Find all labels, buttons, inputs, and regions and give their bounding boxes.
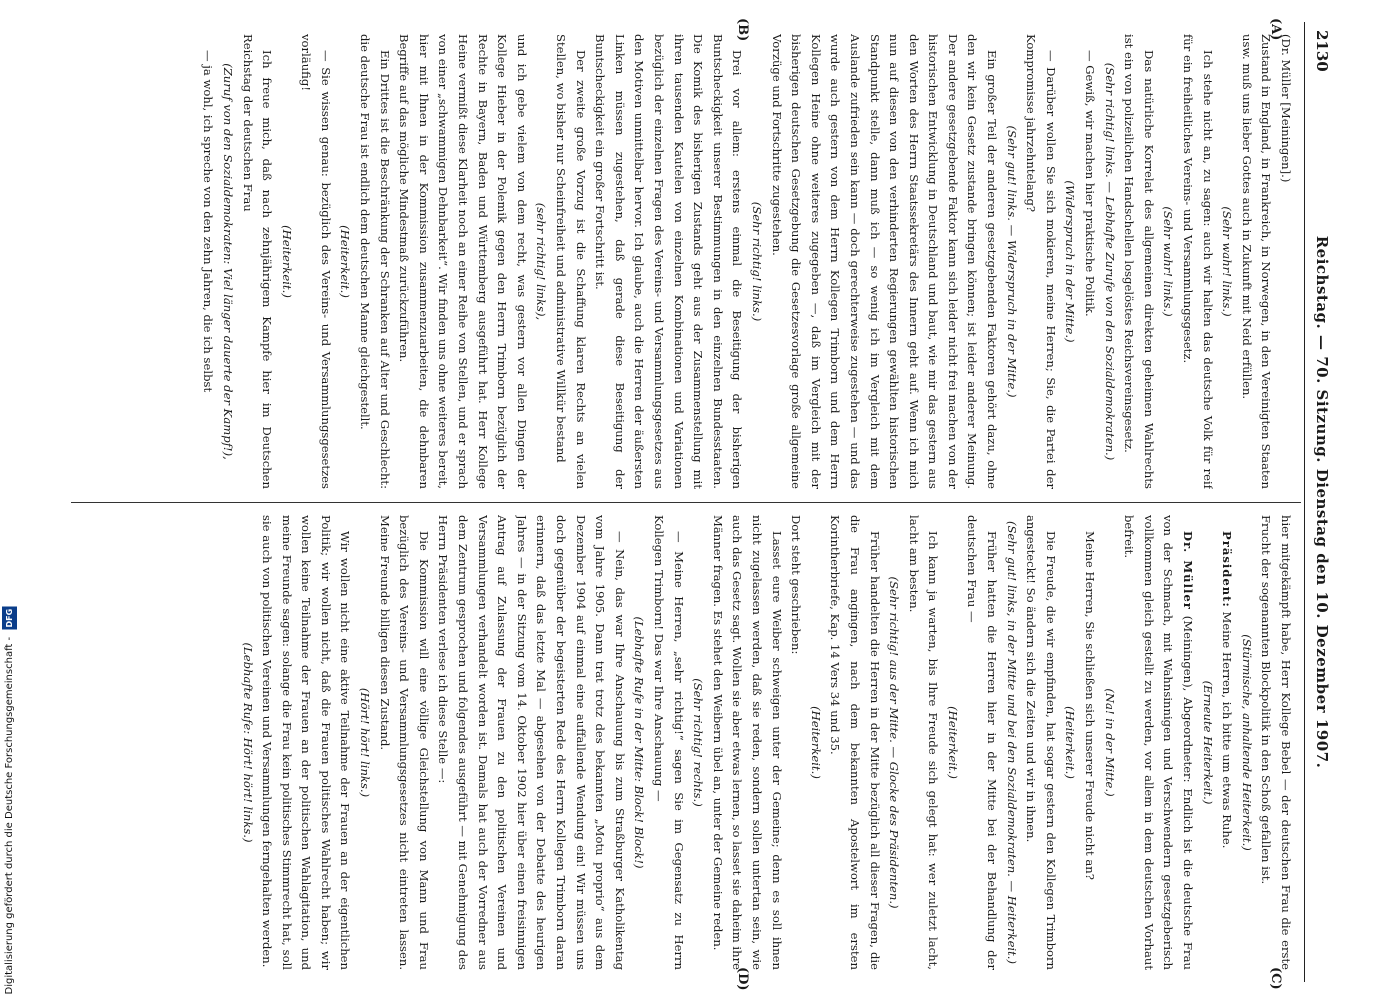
paragraph-text: (Sehr richtig! links.) (749, 201, 764, 322)
paragraph-text: Lasset eure Weiber schweigen unter der Gemeine; denn es soll ihnen nicht zugelassen werden, daß sie reden, sondern sollen untertan sein, wie auch das Gesetz sagt. Wollen sie aber etwas lernen, so lasset sie daheim ihre Männer fragen. Es stehet den Weibern übel an, unter der Gemeine reden. (710, 515, 784, 970)
paragraph-text: Ich freue mich, daß nach zehnjährigem Kampfe hier im Deutschen Reichstag der deutschen Frau (240, 34, 275, 489)
stage-direction (276, 34, 296, 489)
paragraph (433, 515, 629, 970)
paragraph-text: Die Kommission will eine völlige Gleichstellung von Mann und Frau bezüglich des Vereins- und Versammlungsgesetzes nicht eintreten lassen. Meine Freunde billigen diesen Zustand. (377, 515, 431, 970)
paragraph-text: Der zweite große Vorzug ist die Schaffung klaren Rechts an vielen Stellen, wo bisher nur Scheinfreiheit und administrative Willkür bestand (554, 34, 588, 489)
paragraph (237, 34, 276, 489)
page-number: 2130 (1313, 30, 1331, 72)
paragraph-text: (Heiterkeit.) (279, 225, 294, 298)
paragraph-text: (Heiterkeit.) (1063, 706, 1078, 779)
paragraph (786, 515, 806, 970)
paragraph-text: (Sehr gut! links. — Widerspruch in der Mitte.) (1004, 125, 1019, 398)
stage-direction (355, 515, 375, 970)
paragraph-text: Wir wollen nicht eine aktive Teilnahme der Frauen an der eigentlichen Politik; wir wollen nicht, daß die Frauen politisches Wahlrecht haben; wir wollen keine Teilnahme der Frauen an der politischen Wahlagitation, und meine Freunde sagen: solange die Frau kein politisches Stimmrecht hat, soll sie auch von politischen Vereinen und Versammlungen ferngehalten werden. (260, 515, 353, 970)
paragraph-text: Drei vor allem: erstens einmal die Beseitigung der bisherigen Buntscheckigkeit unserer Bestimmungen in den einzelnen Bundesstaaten. Die Komik des bisherigen Zustands geht aus der Zusammenstellung mit ihren tausenden Kautelen von einzelnen Kombinationen und Variationen bezüglich der einzelnen Fragen des Vereins- und Versammlungsgesetzes aus den Motiven unmittelbar hervor. Ich glaube, auch die Herren der äußersten Linken müssen zugestehen, daß gerade diese Beseitigung der Buntscheckigkeit ein großer Fortschritt ist. (593, 34, 745, 489)
stage-direction (688, 515, 708, 970)
paragraph-text: (Heiterkeit.) (338, 225, 353, 298)
paragraph (1079, 34, 1099, 489)
paragraph-text: — Darüber wollen Sie sich mokieren, meine Herren; Sie, die Partei der Kompromisse jahrzehntelang? (1024, 34, 1058, 489)
stage-direction (1236, 515, 1256, 970)
paragraph (374, 515, 433, 970)
paragraph (590, 34, 747, 489)
paragraph (1177, 34, 1216, 489)
paragraph-text: Meine Herren, ich bitte um etwas Ruhe. (1220, 611, 1235, 849)
paragraph-text: (Widerspruch in der Mitte.) (1063, 180, 1078, 343)
paragraph (355, 34, 394, 489)
margin-marker-c: (C) (1268, 967, 1283, 990)
speaker-name: Dr. Müller (1181, 531, 1196, 610)
stage-direction (335, 34, 355, 489)
stage-direction (1001, 515, 1021, 970)
stage-direction (805, 515, 825, 970)
paragraph-text: Ein Drittes ist die Beschränkung der Schranken auf Alter und Geschlecht: die deutsche Frau ist endlich dem deutschen Manne gleichgestellt. (358, 34, 392, 489)
paragraph (1021, 515, 1060, 970)
paragraph-text: Ein großer Teil der anderen gesetzgebenden Faktoren gehört dazu, ohne den wir kein Gesetz zustande bringen können; ist leider anderer Meinung. Der andere gesetzgebende Faktor kann sich leider nicht frei machen von der historischen Entwicklung in Deutschland und baut, wie mir das gestern aus den Worten des Herrn Staatssekretärs des Innern geht auf. Wenn ich mich nun auf diesen von den verhinderten Regierungen gewählten historischen Standpunkt stelle, dann muß ich — so wenig ich im Vergleich mit dem Auslande zufrieden sein kann — doch gerechterweise zugestehen — und das wurde auch gestern von dem Herrn Kollegen Trimborn und dem Herrn Kollegen Heine ohne weiteres zugegeben —, daß im Vergleich mit der bisherigen deutschen Gesetzgebung die Gesetzesvorlage große allgemeine Vorzüge und Fortschritte zugestehen. (769, 34, 1000, 489)
paragraph (1079, 515, 1099, 970)
paragraph-text: (Erneute Heiterkeit.) (1200, 680, 1215, 805)
paragraph-text: Ich stehe nicht an, zu sagen: auch wir halten das deutsche Volk für reif für ein freiheitliches Vereins- und Versammlungsgesetz. (1181, 34, 1215, 489)
paragraph-text: — Sie wissen genau: bezüglich des Vereins- und Versammlungsgesetzes vorläufig! (299, 34, 333, 489)
page-title: Reichstag. — 70. Sitzung. Dienstag den 10. Dezember 1907. (1313, 235, 1331, 769)
paragraph-text: (Sehr richtig! aus der Mitte. — Glocke des Präsidenten.) (887, 576, 902, 909)
stage-direction (1060, 34, 1080, 489)
dfg-logo: DFG (2, 607, 17, 630)
paragraph-text: Dort steht geschrieben: (789, 515, 804, 655)
paragraph-text: (Zuruf von den Sozialdemokraten: Viel länger dauerte der Kampf!), (220, 63, 235, 460)
rotated-document-page (60, 18, 1335, 991)
margin-marker-a: (A) (1268, 18, 1283, 41)
paragraph-text: (Sehr gut! links, in der Mitte und bei den Sozialdemokraten. — Heiterkeit.) (1004, 520, 1019, 965)
margin-marker-d: (D) (735, 967, 750, 991)
digitization-credit (2, 607, 17, 995)
stage-direction (1060, 515, 1080, 970)
stage-direction (1099, 515, 1119, 970)
paragraph-text: (sehr richtig! links), (534, 202, 549, 321)
paragraph (296, 34, 335, 489)
paragraph-text: (Heiterkeit.) (808, 706, 823, 779)
stage-direction (1001, 34, 1021, 489)
left-text-column (70, 34, 1295, 489)
stage-direction (629, 515, 649, 970)
paragraph (1119, 515, 1197, 970)
credit-text: Digitalisierung gefördert durch die Deutsche Forschungsgemeinschaft - (4, 636, 15, 994)
stage-direction (217, 34, 237, 489)
paragraph (1217, 515, 1237, 970)
paragraph-text: Das natürliche Korrelat des allgemeinen direkten geheimen Wahlrechts ist ein von polizeilichen Handschellen losgelöstes Reichsvereinsgesetz. (1122, 34, 1156, 489)
margin-marker-b: (B) (735, 18, 750, 42)
paragraph-text: (Na! in der Mitte.) (1102, 688, 1117, 797)
paragraph (1021, 34, 1060, 489)
paragraph-text: (Sehr richtig! links. — Lebhafte Zurufe von den Sozialdemokraten.) (1102, 62, 1117, 461)
paragraph-text: hier mitgekämpft habe, Herr Kollege Bebel — der deutschen Frau die erste Frucht der sogenannten Blockpolitik in den Schoß gefallen ist. (1259, 515, 1293, 970)
paragraph-text: (Lebhafte Rufe in der Mitte: Block! Block!) (632, 616, 647, 869)
paragraph-text: Früher handelten die Herren in der Mitte bezüglich all dieser Fragen, die die Frau angingen, nach dem bekannten Apostelwort im ersten Korintherbriefe, Kap. 14 Vers 34 und 35. (828, 515, 882, 970)
paragraph-text: Meine Herren, Sie schließen sich unserer Freude nicht an? (1083, 531, 1098, 880)
paragraph-text: Zustand in England, in Frankreich, in Norwegen, in den Vereinigten Staaten usw. muß uns lieber Gottes auch in Zukunft mit Neid erfüllen. (1239, 34, 1274, 489)
paragraph-text: — ja wohl, ich spreche von den zehn Jahren, die ich selbst (201, 50, 216, 393)
stage-direction (746, 34, 766, 489)
stage-direction (531, 34, 551, 489)
paragraph-text: (Dr. Müller [Meiningen].) (1279, 34, 1293, 183)
speaker-name: Präsident: (1220, 531, 1235, 608)
paragraph (766, 34, 1001, 489)
paragraph-text: Die Freude, die wir empfinden, hat sogar gestern den Kollegen Trimborn angesteckt! So ändern sich die Zeiten und wir in ihnen. (1024, 515, 1058, 970)
paragraph-text: (Meiningen), Abgeordneter: Endlich ist die deutsche Frau von der Schmach, mit Wahnsinnigen und Verschwendern gesetzgeberisch vollkommen gleich gestellt zu werden, vor allem in dem deutschen Vorhaut befreit. (1122, 515, 1196, 970)
paragraph (1256, 515, 1295, 970)
paragraph-text: und ich gebe vielem von dem recht, was gestern vor allen Dingen der Kollege Hieber in der Polemik gegen den Herrn Trimborn bezüglich der Rechte in Bayern, Baden und Württemberg ausgeführt hat. Herr Kollege Heine vermißt diese Klarheit noch an einer Reihe von Stellen, und er sprach von einer „schwammigen Dehnbarkeit“. Wir finden uns ohne weiteres bereit, hier mit Ihnen in der Kommission zusammenzuarbeiten, die dehnbaren Begriffe auf das mögliche Mindestmaß zurückzuführen. (397, 34, 529, 489)
stage-direction (1197, 515, 1217, 970)
paragraph-text: (Lebhafte Rufe: Hört! hört! links.) (240, 642, 255, 843)
paragraph (648, 515, 687, 970)
paragraph-text: — Meine Herren, „sehr richtig!“ sagen Sie im Gegensatz zu Herrn Kollegen Trimborn! Das war Ihre Anschauung — (652, 515, 686, 970)
paragraph-text: (Heiterkeit.) (945, 706, 960, 779)
paragraph (198, 34, 218, 489)
paragraph-text: — Gewiß, wir machen hier praktische Politik. (1083, 50, 1098, 317)
paragraph-text: (Hört! hört! links.) (358, 687, 373, 798)
paragraph-text: (Sehr wahr! links.) (1161, 206, 1176, 317)
paragraph (394, 34, 531, 489)
paragraph-text: Früher hatten die Herren hier in der Mitte bei der Behandlung der deutschen Frau — (965, 515, 1000, 970)
paragraph (257, 515, 355, 970)
page-header (1304, 22, 1335, 982)
paragraph (1275, 34, 1295, 489)
paragraph (962, 515, 1001, 970)
stage-direction (1099, 34, 1119, 489)
stage-direction (884, 515, 904, 970)
paragraph (903, 515, 942, 970)
paragraph (707, 515, 785, 970)
paragraph (1236, 34, 1275, 489)
right-text-column (70, 515, 1295, 970)
stage-direction (1217, 34, 1237, 489)
paragraph (550, 34, 589, 489)
paragraph (1119, 34, 1158, 489)
stage-direction (1158, 34, 1178, 489)
paragraph-text: (Sehr wahr! links.) (1220, 206, 1235, 317)
stage-direction (237, 515, 257, 970)
paragraph-text: — Nein, das war Ihre Anschauung bis zum Straßburger Katholikentag vom Jahre 1905. Dann trat trotz des bekannten „Motu proprio“ aus dem Dezember 1904 auf einmal eine auffallende Wendung ein! Wir müssen uns doch gegenüber der begeisterten Rede des Herrn Kollegen Trimborn daran erinnern, daß das letzte Mal — abgesehen von der Debatte des heurigen Jahres — in der Sitzung vom 14. Oktober 1902 hier über einen freisinnigen Antrag auf Zulassung der Frauen zu den politischen Vereinen und Versammlungen verhandelt worden ist. Damals hat auch der Vorredner aus dem Zentrum gesprochen und folgendes ausgeführt — mit Genehmigung des Herrn Präsidenten verlese ich diese Stelle —: (436, 515, 627, 970)
paragraph (825, 515, 884, 970)
column-divider (71, 502, 1301, 503)
paragraph-text: (Sehr richtig! rechts.) (691, 678, 706, 807)
stage-direction (942, 515, 962, 970)
paragraph-text: Ich kann ja warten, bis Ihre Freude sich gelegt hat: wer zuletzt lacht, lacht am besten. (906, 515, 941, 970)
paragraph-text: (Stürmische, anhaltende Heiterkeit.) (1239, 634, 1254, 851)
